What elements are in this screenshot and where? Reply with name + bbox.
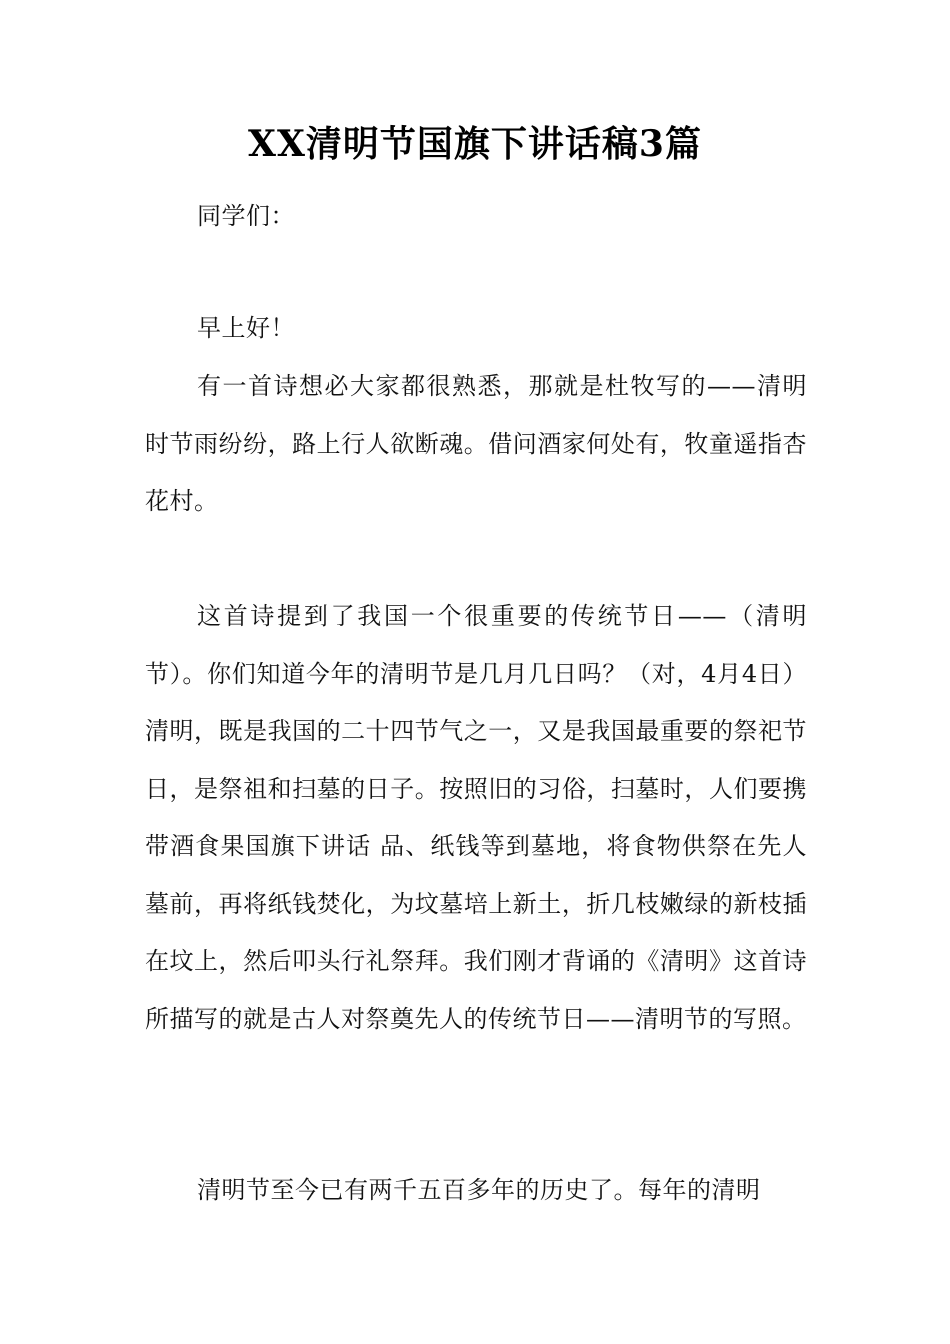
paragraph-festival: 这首诗提到了我国一个很重要的传统节日——（清明节）。你们知道今年的清明节是几月几日吗？（对，4月4日）清明，既是我国的二十四节气之一，又是我国最重要的祭祀节日，是祭祖和扫墓的日子。按照旧的习俗，扫墓时，人们要携带酒食果国旗下讲话 品、纸钱等到墓地，将食物供祭在先人墓前，再将纸钱焚化，为坟墓培上新土，折几枝嫩绿的新枝插在坟上，然后叩头行礼祭拜。我们刚才背诵的《清明》这首诗所描写的就是古人对祭奠先人的传统节日——清明节的写照。 (145, 602, 807, 1033)
paragraph-poem: 有一首诗想必大家都很熟悉，那就是杜牧写的——清明时节雨纷纷，路上行人欲断魂。借问酒家何处有，牧童遥指杏花村。 (145, 372, 807, 515)
paragraph-greeting: 同学们： (197, 202, 295, 230)
document-title: XX清明节国旗下讲话稿3篇 (248, 123, 702, 165)
paragraph-morning: 早上好！ (197, 314, 295, 342)
paragraph-history: 清明节至今已有两千五百多年的历史了。每年的清明 (197, 1176, 761, 1204)
